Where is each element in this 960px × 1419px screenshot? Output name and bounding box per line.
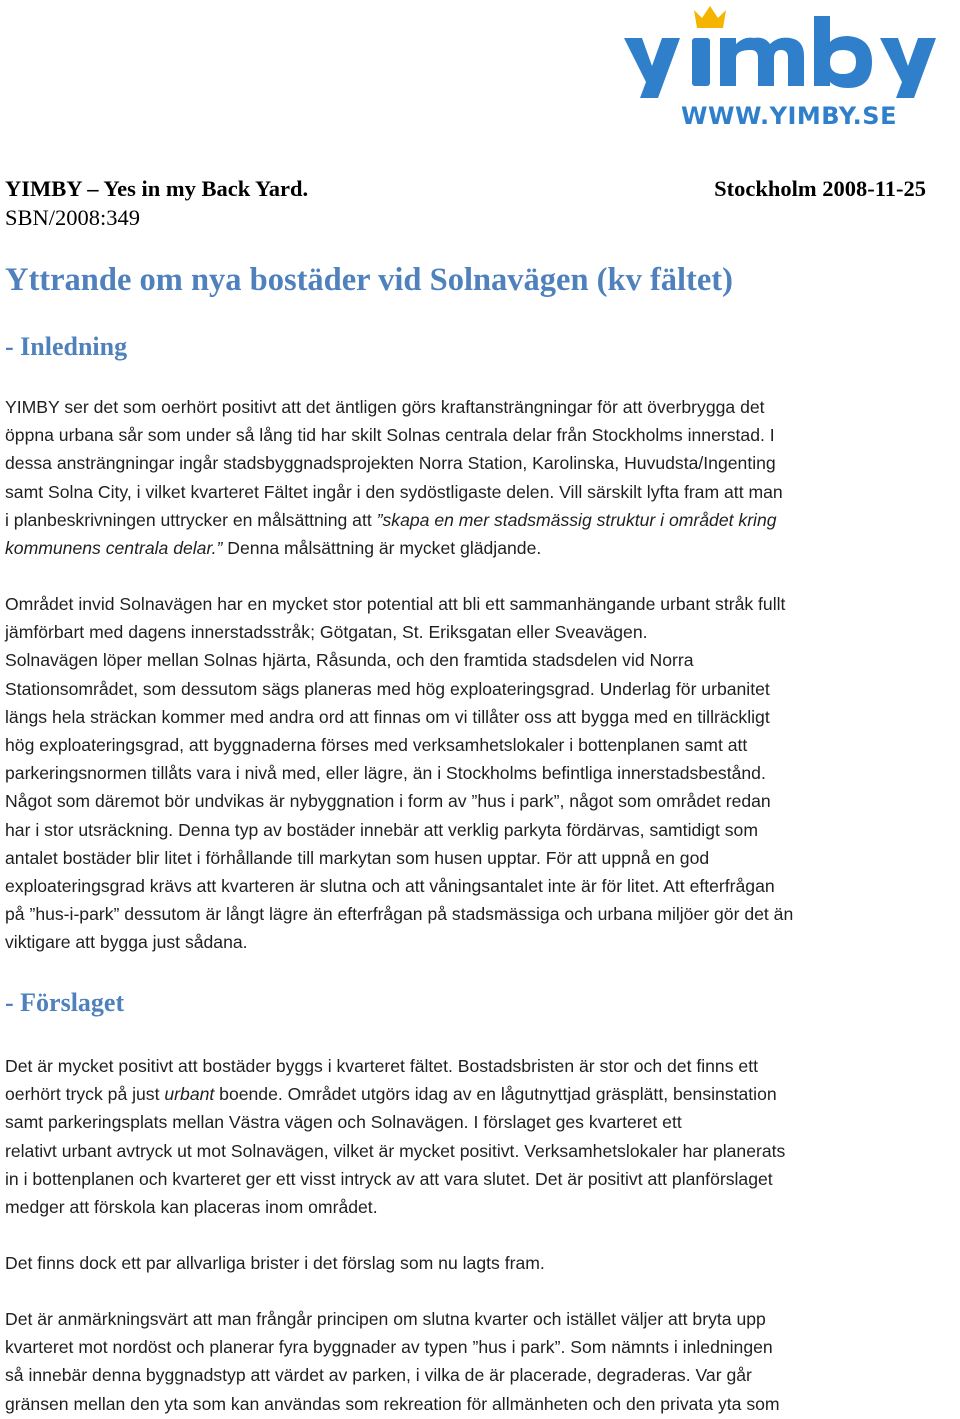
letter-header <box>5 176 926 206</box>
text-line: in i bottenplanen och kvarteret ger ett visst intryck av att vara slutet. Det är positivt att planförslaget <box>5 1168 773 1189</box>
yimby-logo <box>618 2 960 138</box>
text-line: Det är anmärkningsvärt att man frångår principen om slutna kvarter och istället väljer att bryta upp <box>5 1309 766 1329</box>
text-line: hög exploateringsgrad, att byggnaderna förses med verksamhetslokaler i bottenplanen samt att <box>5 735 748 756</box>
text-line: Stationsområdet, som dessutom sägs planeras med hög exploateringsgrad. Underlag för urbanitet <box>5 678 770 699</box>
text-line: YIMBY ser det som oerhört positivt att det äntligen görs kraftansträngningar för att överbrygga det <box>5 397 765 417</box>
text-line: exploateringsgrad krävs att kvarteren är slutna och att våningsantalet inte är för litet. Att efterfrågan <box>5 876 775 897</box>
text-line: Området invid Solnavägen har en mycket stor potential att bli ett sammanhängande urbant stråk fullt <box>5 594 786 614</box>
text-line: antalet bostäder blir litet i förhållande till markytan som husen upptar. För att uppnå en god <box>5 847 710 868</box>
text-line: samt parkeringsplats mellan Västra vägen och Solnavägen. I förslaget ges kvarteret ett <box>5 1112 682 1133</box>
text-span: boende. Området utgörs idag av en lågutnyttjad gräsplätt, bensinstation <box>214 1084 777 1105</box>
text-line: Solnavägen löper mellan Solnas hjärta, Råsunda, och den framtida stadsdelen vid Norra <box>5 650 694 671</box>
section-heading-intro: - Inledning <box>5 332 128 361</box>
text-line <box>5 1080 960 1108</box>
text-line: dessa ansträngningar ingår stadsbyggnadsprojekten Norra Station, Karolinska, Huvudsta/Ingenting <box>5 453 776 474</box>
text-line: Det finns dock ett par allvarliga brister i det förslag som nu lagts fram. <box>5 1253 545 1273</box>
text-line: parkeringsnormen tillåts vara i nivå med, eller lägre, än i Stockholms befintliga innerstadsbestånd. <box>5 763 766 784</box>
text-line: Det är mycket positivt att bostäder byggs i kvarteret fältet. Bostadsbristen är stor och det finns ett <box>5 1056 758 1076</box>
proposal-paragraph-2 <box>5 1249 960 1277</box>
text-line: jämförbart med dagens innerstadsstråk; Götgatan, St. Eriksgatan eller Sveavägen. <box>5 622 648 643</box>
quoted-goal-text: ”skapa en mer stadsmässig struktur i området kring <box>376 509 777 530</box>
text-line: gränsen mellan den yta som kan användas som rekreation för allmänheten och den privata yta som <box>5 1393 780 1414</box>
section-heading-proposal: - Förslaget <box>5 988 125 1017</box>
intro-paragraph-2 <box>5 590 960 957</box>
text-line: Något som däremot bör undvikas är nybyggnation i form av ”hus i park”, något som området redan <box>5 791 771 812</box>
text-line: medger att förskola kan placeras inom området. <box>5 1197 378 1218</box>
text-line: relativt urbant avtryck ut mot Solnavägen, vilket är mycket positivt. Verksamhetslokaler har planerats <box>5 1140 786 1161</box>
text-line: på ”hus-i-park” dessutom är långt lägre än efterfrågan på stadsmässiga och urbana miljöer gör det än <box>5 904 794 925</box>
place-and-date: Stockholm 2008-11-25 <box>714 176 926 201</box>
text-span: oerhört tryck på just <box>5 1084 165 1105</box>
text-line: viktigare att bygga just sådana. <box>5 932 248 953</box>
text-line: kvarteret mot nordöst och planerar fyra byggnader av typen ”hus i park”. Som nämnts i inledningen <box>5 1337 773 1358</box>
proposal-paragraph-3 <box>5 1305 960 1418</box>
proposal-paragraph-1 <box>5 1052 960 1221</box>
text-line: har i stor utsräckning. Denna typ av bostäder innebär att verklig parkyta fördärvas, samtidigt som <box>5 819 758 840</box>
text-line: samt Solna City, i vilket kvarteret Fältet ingår i den sydöstligaste delen. Vill särskilt lyfta fram att man <box>5 481 783 502</box>
text-line: längs hela sträckan kommer med andra ord att finnas om vi tillåter oss att bygga med en tillräckligt <box>5 706 770 727</box>
text-line: öppna urbana sår som under så lång tid har skilt Solnas centrala delar från Stockholms innerstad. I <box>5 425 775 446</box>
emphasis-text: urbant <box>164 1084 215 1105</box>
logo-url-text: WWW.YIMBY.SE <box>681 102 897 130</box>
crown-icon <box>694 6 726 28</box>
document-number: SBN/2008:349 <box>5 205 141 230</box>
text-span: Denna målsättning är mycket glädjande. <box>222 538 542 559</box>
document-title: Yttrande om nya bostäder vid Solnavägen (kv fältet) <box>5 262 733 298</box>
quoted-goal-text: kommunens centrala delar.” <box>5 538 223 559</box>
organisation-name: YIMBY – Yes in my Back Yard. <box>5 176 309 201</box>
intro-paragraph-1 <box>5 393 960 562</box>
text-line <box>5 534 960 562</box>
text-span: i planbeskrivningen uttrycker en målsättning att <box>5 509 377 530</box>
yimby-wordmark-graphic <box>618 2 960 102</box>
text-line: så innebär denna byggnadstyp att värdet av parken, i vilka de är placerade, degraderas. Var går <box>5 1365 752 1386</box>
text-line <box>5 506 960 534</box>
